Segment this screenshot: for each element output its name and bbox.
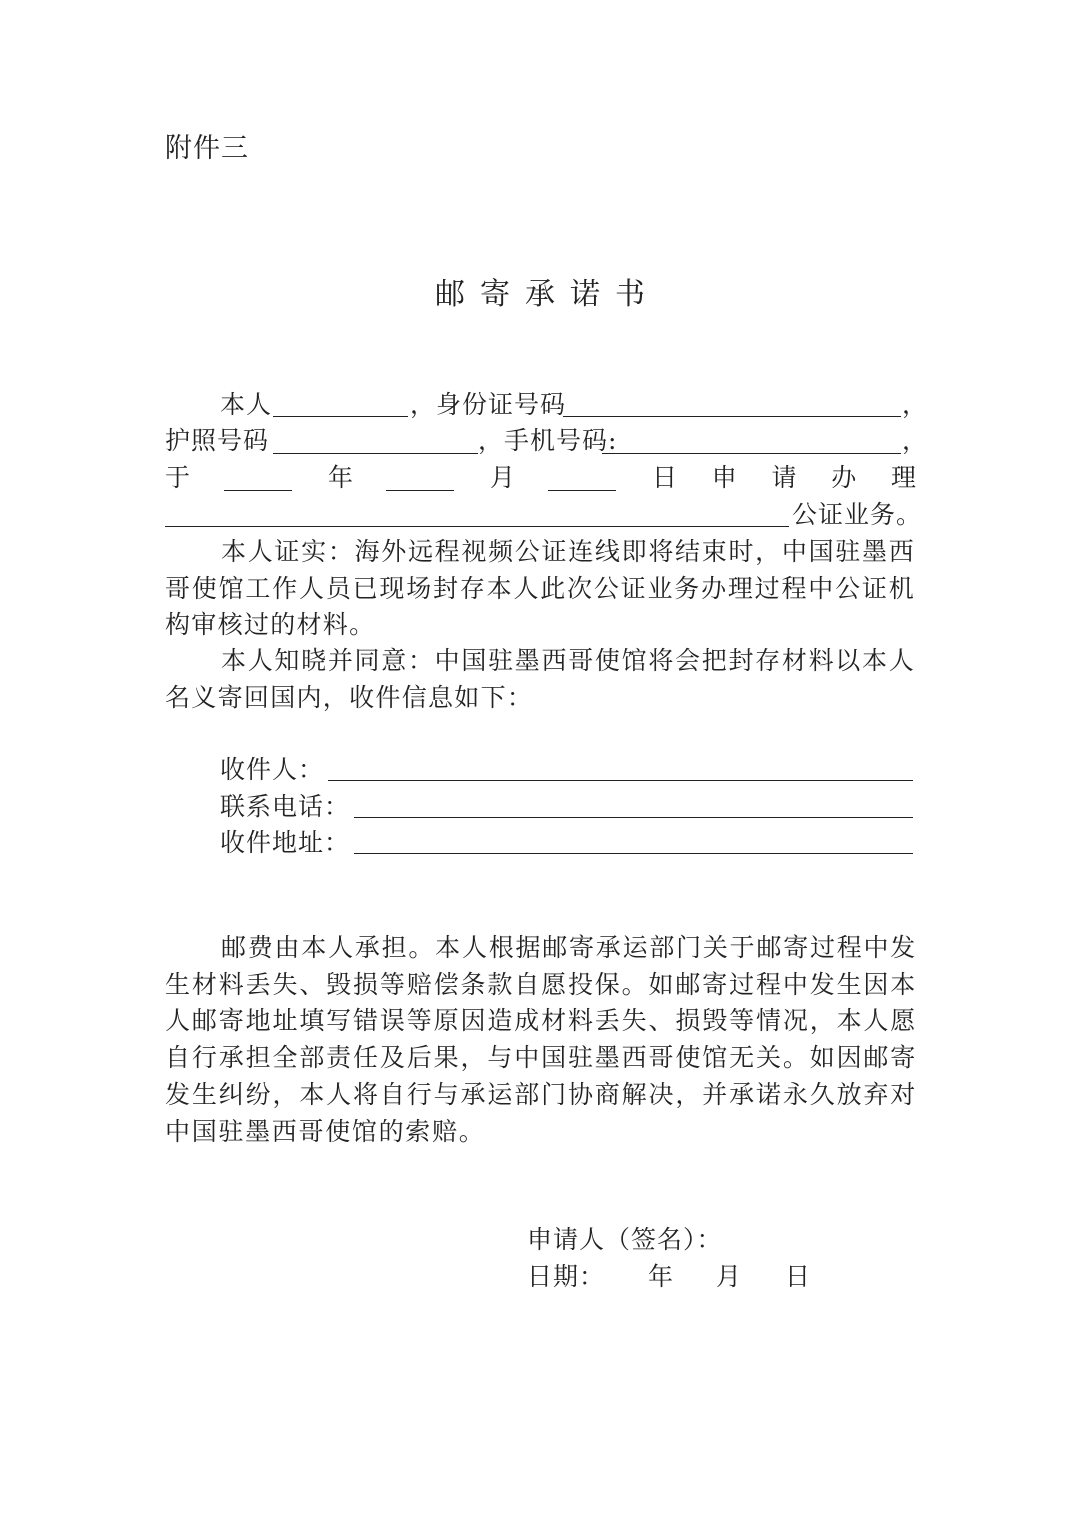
notary-business-label: 公证业务。 xyxy=(792,500,923,529)
notary-business-blank[interactable] xyxy=(165,526,789,527)
apply-month-label: 月 xyxy=(490,463,517,492)
recipient-address-label: 收件地址： xyxy=(220,828,351,857)
date-label: 日期： xyxy=(527,1262,606,1291)
passport-blank[interactable] xyxy=(273,453,478,454)
yu-label: 于 xyxy=(165,463,192,492)
recipient-phone-field[interactable] xyxy=(354,817,913,818)
sign-day-label: 日 xyxy=(785,1262,812,1291)
apply-day-blank[interactable] xyxy=(548,490,616,491)
apply-text xyxy=(652,460,916,496)
id-number-blank[interactable] xyxy=(563,416,901,417)
apply-month-blank[interactable] xyxy=(386,490,454,491)
apply-year-blank[interactable] xyxy=(224,490,292,491)
recipient-name-field[interactable] xyxy=(328,780,913,781)
apply-char: 办 xyxy=(831,463,857,492)
confirm-paragraph: 本人证实：海外远程视频公证连线即将结束时，中国驻墨西哥使馆工作人员已现场封存本人此次公证业务办理过程中公证机构审核过的材料。 xyxy=(165,537,915,639)
id-number-label: ，身份证号码 xyxy=(410,390,567,419)
attachment-label: 附件三 xyxy=(165,133,249,164)
recipient-phone-label: 联系电话： xyxy=(220,792,351,821)
apply-char: 申 xyxy=(711,463,737,492)
apply-char: 日 xyxy=(652,463,678,492)
mobile-blank[interactable] xyxy=(602,453,901,454)
passport-label: 护照号码 xyxy=(165,426,270,455)
line2-comma: ， xyxy=(902,426,929,455)
mobile-label: ，手机号码: xyxy=(478,426,618,455)
self-label: 本人 xyxy=(220,390,273,419)
apply-char: 理 xyxy=(890,463,916,492)
line1-comma: ， xyxy=(902,390,929,419)
document-title: 邮寄承诺书 xyxy=(435,277,660,312)
applicant-signature-label: 申请人（签名）： xyxy=(527,1225,723,1254)
apply-char: 请 xyxy=(771,463,797,492)
name-blank[interactable] xyxy=(273,416,408,417)
recipient-name-label: 收件人： xyxy=(220,755,325,784)
sign-year-label: 年 xyxy=(648,1262,675,1291)
agree-paragraph: 本人知晓并同意：中国驻墨西哥使馆将会把封存材料以本人名义寄回国内，收件信息如下： xyxy=(165,646,915,712)
postage-paragraph: 邮费由本人承担。本人根据邮寄承运部门关于邮寄过程中发生材料丢失、毁损等赔偿条款自愿投保。如邮寄过程中发生因本人邮寄地址填写错误等原因造成材料丢失、损毁等情况，本人愿自行承担全部责任及后果，与中国驻墨西哥使馆无关。如因邮寄发生纠纷，本人将自行与承运部门协商解决，并承诺永久放弃对中国驻墨西哥使馆的索赔。 xyxy=(165,933,917,1146)
apply-year-label: 年 xyxy=(328,463,355,492)
sign-month-label: 月 xyxy=(716,1262,743,1291)
day-apply-label xyxy=(652,460,916,496)
recipient-address-field[interactable] xyxy=(354,853,913,854)
